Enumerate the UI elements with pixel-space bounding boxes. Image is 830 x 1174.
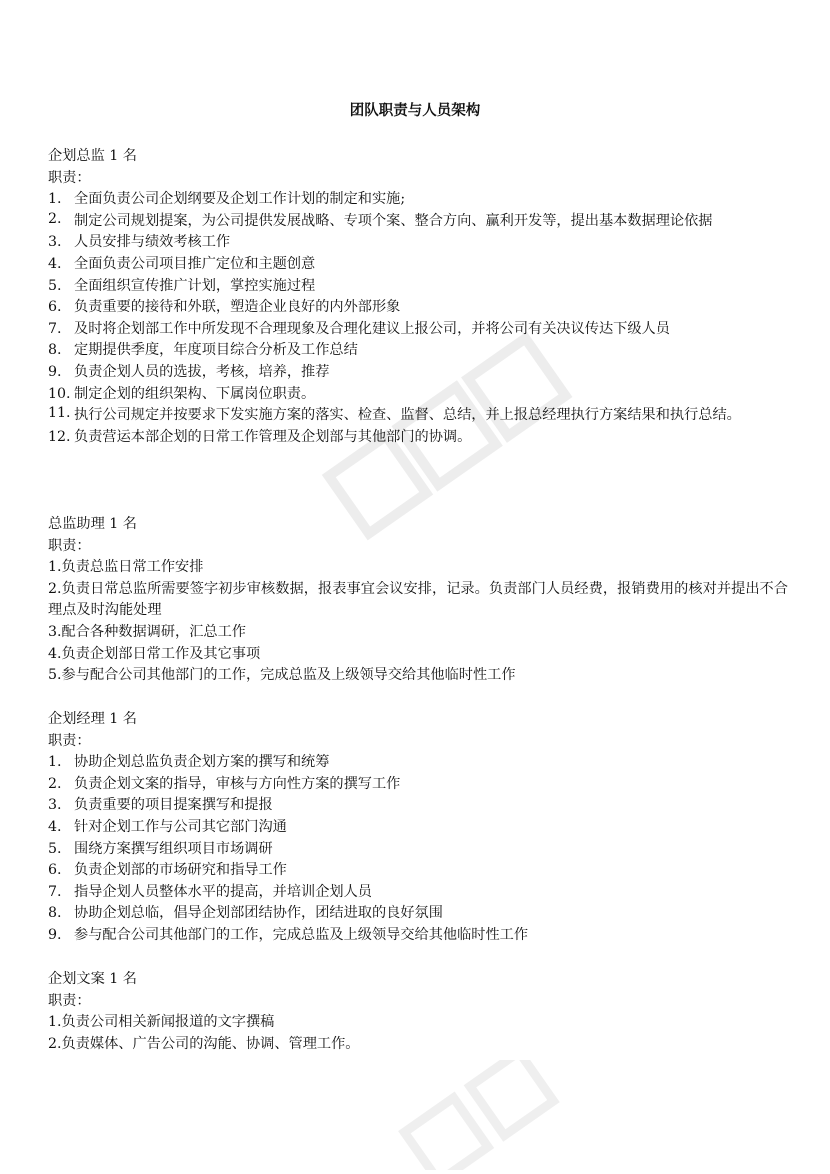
list-item: 9. 负责企划人员的选拔，考核，培养，推荐 [48, 363, 330, 380]
duty-label: 职责： [48, 732, 91, 749]
list-item: 4. 针对企划工作与公司其它部门沟通 [48, 818, 287, 835]
duty-label: 职责： [48, 537, 91, 554]
list-item: 4.负责企划部日常工作及其它事项 [48, 645, 261, 662]
section-manager [48, 709, 788, 947]
list-item: 6. 负责企划部的市场研究和指导工作 [48, 862, 287, 879]
list-item: 2.负责媒体、广告公司的沟能、协调、管理工作。 [48, 1035, 360, 1052]
list-item: 7. 及时将企划部工作中所发现不合理现象及合理化建议上报公司，并将公司有关决议传达下级人员 [48, 320, 670, 337]
list-item: 10. 制定企划的组织架构、下属岗位职责。 [48, 385, 316, 402]
section-copywriter [48, 969, 788, 1055]
list-item: 2.负责日常总监所需要签字初步审核数据，报表事宜会议安排，记录。负责部门人员经费，报销费用的核对并提出不合理点及时沟能处理 [48, 580, 788, 619]
list-item: 11. 执行公司规定并按要求下发实施方案的落实、检查、监督、总结，并上报总经理执行方案结果和执行总结。 [48, 405, 741, 424]
duty-label: 职责： [48, 169, 91, 186]
section-heading: 企划经理 1 名 [48, 711, 137, 727]
duty-label: 职责： [48, 992, 91, 1009]
list-item: 2. 负责企划文案的指导，审核与方向性方案的撰写工作 [48, 775, 401, 792]
section-heading: 企划文案 1 名 [48, 971, 137, 987]
list-item: 3. 人员安排与绩效考核工作 [48, 234, 231, 251]
list-item: 1.负责总监日常工作安排 [48, 559, 204, 576]
list-item: 3. 负责重要的项目提案撰写和提报 [48, 797, 273, 814]
section-heading: 企划总监 1 名 [48, 148, 137, 164]
list-item: 4. 全面负责公司项目推广定位和主题创意 [48, 255, 316, 272]
page-title: 团队职责与人员架构 [349, 103, 481, 119]
list-item: 3.配合各种数据调研，汇总工作 [48, 623, 246, 640]
watermark-bottom [380, 1060, 600, 1170]
list-item: 5. 围绕方案撰写组织项目市场调研 [48, 840, 273, 857]
list-item: 8. 定期提供季度，年度项目综合分析及工作总结 [48, 342, 358, 359]
list-item: 12. 负责营运本部企划的日常工作管理及企划部与其他部门的协调。 [48, 428, 472, 445]
section-assistant [48, 514, 788, 687]
section-heading: 总监助理 1 名 [48, 516, 137, 532]
list-item: 8. 协助企划总临，倡导企划部团结协作，团结进取的良好氛围 [48, 905, 443, 922]
list-item: 1. 协助企划总监负责企划方案的撰写和统筹 [48, 754, 330, 771]
list-item: 6. 负责重要的接待和外联，塑造企业良好的内外部形象 [48, 299, 401, 316]
list-item: 5.参与配合公司其他部门的工作，完成总监及上级领导交给其他临时性工作 [48, 667, 516, 684]
list-item: 9. 参与配合公司其他部门的工作，完成总监及上级领导交给其他临时性工作 [48, 926, 529, 943]
list-item: 7. 指导企划人员整体水平的提高，并培训企划人员 [48, 883, 372, 900]
section-director [48, 146, 788, 448]
list-item: 1.负责公司相关新闻报道的文字撰稿 [48, 1014, 275, 1031]
list-item: 1. 全面负责公司企划纲要及企划工作计划的制定和实施; [48, 191, 406, 208]
list-item: 5. 全面组织宣传推广计划，掌控实施过程 [48, 277, 316, 294]
list-item: 2. 制定公司规划提案，为公司提供发展战略、专项个案、整合方向、赢利开发等，提出基本数据理论依据 [48, 210, 713, 229]
